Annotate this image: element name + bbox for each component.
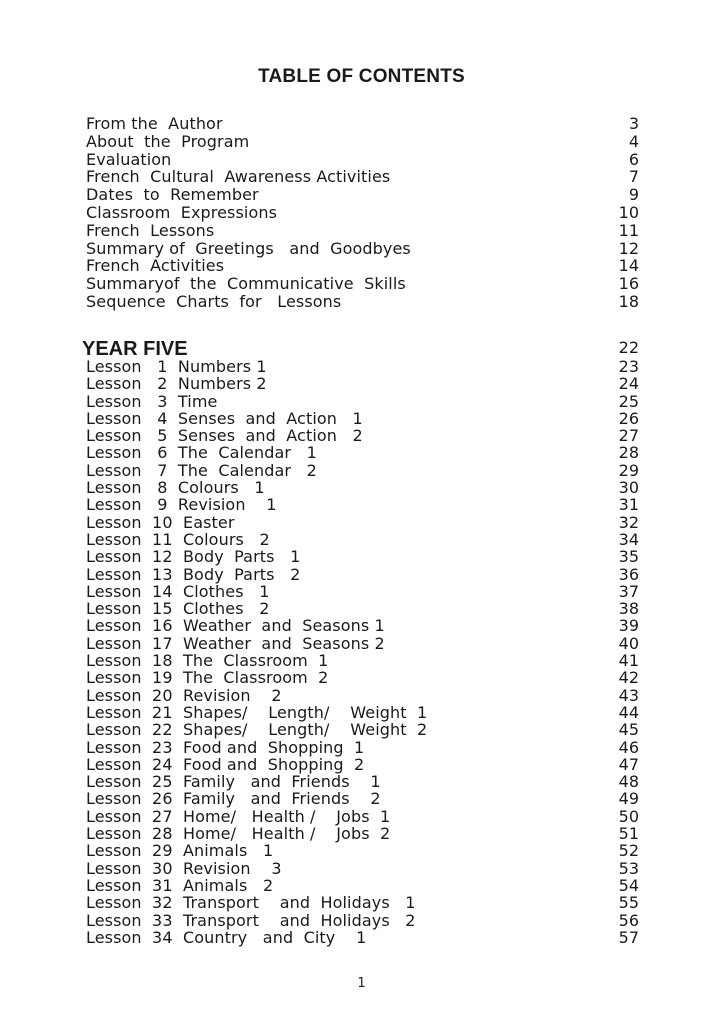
toc-entry-page-number: 26 <box>618 408 639 428</box>
toc-entry-page-number: 11 <box>618 220 639 240</box>
toc-entry <box>86 652 639 669</box>
toc-entry-page-number: 27 <box>618 426 639 446</box>
toc-entry-title: Lesson 4 Senses and Action 1 <box>86 408 363 428</box>
toc-entry-title: Lesson 29 Animals 1 <box>86 841 274 861</box>
toc-entry-page-number: 12 <box>618 238 639 258</box>
toc-entry-title: Lesson 28 Home/ Health / Jobs 2 <box>86 824 391 844</box>
toc-entry <box>86 375 639 392</box>
toc-entry <box>86 514 639 531</box>
toc-entry-page-number: 4 <box>628 131 639 151</box>
toc-entry <box>86 808 639 825</box>
toc-entry-title: Lesson 12 Body Parts 1 <box>86 547 301 567</box>
toc-entry-page-number: 49 <box>618 789 639 809</box>
toc-entry-title: Lesson 21 Shapes/ Length/ Weight 1 <box>86 702 428 722</box>
toc-entry-title: Summaryof the Communicative Skills <box>86 274 406 294</box>
toc-entry-page-number: 55 <box>618 893 639 913</box>
toc-entry <box>86 687 639 704</box>
toc-entry-title: Sequence Charts for Lessons <box>86 291 342 311</box>
toc-entry <box>86 257 639 275</box>
toc-entry-page-number: 43 <box>618 685 639 705</box>
toc-entry-page-number: 30 <box>618 478 639 498</box>
toc-entry-title: Lesson 18 The Classroom 1 <box>86 651 329 671</box>
toc-entry <box>86 860 639 877</box>
toc-entry <box>86 222 639 240</box>
toc-entry-page-number: 57 <box>618 927 639 947</box>
toc-entry <box>86 566 639 583</box>
toc-entry <box>86 548 639 565</box>
toc-entry <box>86 669 639 686</box>
toc-entry <box>86 186 639 204</box>
toc-entry-page-number: 35 <box>618 547 639 567</box>
toc-entry-page-number: 46 <box>618 737 639 757</box>
toc-entry-title: Lesson 5 Senses and Action 2 <box>86 426 363 446</box>
toc-entry-title: Lesson 14 Clothes 1 <box>86 581 270 601</box>
toc-entry-title: Lesson 31 Animals 2 <box>86 875 274 895</box>
toc-entry <box>86 479 639 496</box>
toc-entry <box>86 739 639 756</box>
toc-entry-title: Lesson 17 Weather and Seasons 2 <box>86 633 385 653</box>
toc-entry-title: Summary of Greetings and Goodbyes <box>86 238 411 258</box>
toc-entry-title: French Cultural Awareness Activities <box>86 167 391 187</box>
toc-entry-title: Lesson 24 Food and Shopping 2 <box>86 754 365 774</box>
toc-entry-title: French Lessons <box>86 220 215 240</box>
toc-entry <box>86 617 639 634</box>
toc-entry-title: Lesson 30 Revision 3 <box>86 858 282 878</box>
toc-entry-page-number: 7 <box>628 167 639 187</box>
toc-entry-title: Lesson 2 Numbers 2 <box>86 374 267 394</box>
toc-entry-page-number: 38 <box>618 599 639 619</box>
toc-entry-title: From the Author <box>86 114 223 133</box>
toc-entry <box>86 929 639 946</box>
toc-entry <box>86 275 639 293</box>
toc-entry-title: Lesson 10 Easter <box>86 512 235 532</box>
toc-entry-page-number: 45 <box>618 720 639 740</box>
toc-entry-title: Lesson 6 The Calendar 1 <box>86 443 317 463</box>
toc-entry-page-number: 54 <box>618 875 639 895</box>
toc-entry-page-number: 39 <box>618 616 639 636</box>
toc-entry-page-number: 28 <box>618 443 639 463</box>
year-five-lesson-list <box>86 358 639 946</box>
toc-entry <box>86 877 639 894</box>
toc-entry-page-number: 44 <box>618 702 639 722</box>
section-heading-year-five: YEAR FIVE <box>82 338 188 360</box>
toc-entry <box>86 756 639 773</box>
toc-entry <box>86 293 639 311</box>
toc-entry-title: Lesson 33 Transport and Holidays 2 <box>86 910 416 930</box>
toc-entry-page-number: 50 <box>618 806 639 826</box>
toc-entry <box>86 704 639 721</box>
toc-entry-title: Lesson 20 Revision 2 <box>86 685 282 705</box>
toc-entry <box>86 444 639 461</box>
toc-entry <box>86 133 639 151</box>
toc-entry <box>86 462 639 479</box>
toc-entry <box>86 912 639 929</box>
toc-entry-title: Lesson 19 The Classroom 2 <box>86 668 329 688</box>
page-title: TABLE OF CONTENTS <box>258 66 465 87</box>
toc-entry <box>86 842 639 859</box>
toc-entry-page-number: 31 <box>618 495 639 515</box>
toc-entry <box>86 894 639 911</box>
toc-entry <box>86 410 639 427</box>
toc-entry <box>86 773 639 790</box>
front-matter-list <box>86 115 639 311</box>
toc-entry-page-number: 10 <box>618 202 639 222</box>
toc-entry-page-number: 23 <box>618 357 639 376</box>
toc-entry <box>86 531 639 548</box>
toc-entry-title: Lesson 15 Clothes 2 <box>86 599 270 619</box>
toc-entry-page-number: 9 <box>628 185 639 205</box>
toc-entry-title: Lesson 8 Colours 1 <box>86 478 265 498</box>
toc-entry-page-number: 25 <box>618 391 639 411</box>
toc-entry-title: Lesson 27 Home/ Health / Jobs 1 <box>86 806 391 826</box>
toc-entry-page-number: 41 <box>618 651 639 671</box>
toc-entry-page-number: 42 <box>618 668 639 688</box>
toc-entry-page-number: 53 <box>618 858 639 878</box>
toc-entry <box>86 427 639 444</box>
toc-entry-title: Lesson 13 Body Parts 2 <box>86 564 301 584</box>
toc-entry-title: Lesson 32 Transport and Holidays 1 <box>86 893 416 913</box>
toc-entry-page-number: 18 <box>618 291 639 311</box>
toc-entry-page-number: 56 <box>618 910 639 930</box>
toc-entry <box>86 790 639 807</box>
toc-entry-page-number: 29 <box>618 460 639 480</box>
toc-entry <box>86 825 639 842</box>
toc-entry-title: Lesson 16 Weather and Seasons 1 <box>86 616 385 636</box>
toc-entry <box>86 393 639 410</box>
toc-entry-title: French Activities <box>86 256 225 276</box>
toc-entry-title: Lesson 34 Country and City 1 <box>86 927 367 947</box>
toc-entry <box>86 600 639 617</box>
toc-entry-page-number: 6 <box>628 149 639 169</box>
toc-entry <box>86 635 639 652</box>
toc-entry <box>86 115 639 133</box>
toc-entry-page-number: 24 <box>618 374 639 394</box>
page-footer-number: 1 <box>357 976 366 991</box>
toc-entry-title: Lesson 22 Shapes/ Length/ Weight 2 <box>86 720 428 740</box>
toc-entry-page-number: 47 <box>618 754 639 774</box>
toc-entry <box>86 240 639 258</box>
toc-entry <box>86 496 639 513</box>
toc-entry-title: About the Program <box>86 131 250 151</box>
toc-entry-title: Dates to Remember <box>86 185 259 205</box>
toc-entry-title: Lesson 23 Food and Shopping 1 <box>86 737 365 757</box>
toc-entry-title: Lesson 3 Time <box>86 391 218 411</box>
toc-entry <box>86 358 639 375</box>
toc-entry-page-number: 36 <box>618 564 639 584</box>
toc-entry-title: Lesson 11 Colours 2 <box>86 529 270 549</box>
toc-entry <box>86 721 639 738</box>
toc-entry-page-number: 32 <box>618 512 639 532</box>
toc-entry <box>86 151 639 169</box>
toc-entry <box>86 168 639 186</box>
toc-entry-page-number: 40 <box>618 633 639 653</box>
toc-entry-title: Lesson 25 Family and Friends 1 <box>86 772 381 792</box>
toc-entry-page-number: 16 <box>618 274 639 294</box>
toc-entry-title: Lesson 1 Numbers 1 <box>86 357 267 376</box>
toc-entry <box>86 204 639 222</box>
toc-entry-title: Evaluation <box>86 149 172 169</box>
toc-entry-page-number: 51 <box>618 824 639 844</box>
toc-entry-title: Classroom Expressions <box>86 202 278 222</box>
toc-entry-page-number: 52 <box>618 841 639 861</box>
toc-entry-page-number: 48 <box>618 772 639 792</box>
toc-entry <box>86 583 639 600</box>
toc-entry-page-number: 34 <box>618 529 639 549</box>
toc-entry-title: Lesson 7 The Calendar 2 <box>86 460 317 480</box>
toc-entry-page-number: 37 <box>618 581 639 601</box>
toc-entry-title: Lesson 26 Family and Friends 2 <box>86 789 381 809</box>
toc-entry-title: Lesson 9 Revision 1 <box>86 495 277 515</box>
toc-entry-page-number: 3 <box>628 114 639 133</box>
toc-entry-page-number: 14 <box>618 256 639 276</box>
section-page-number: 22 <box>618 338 639 357</box>
